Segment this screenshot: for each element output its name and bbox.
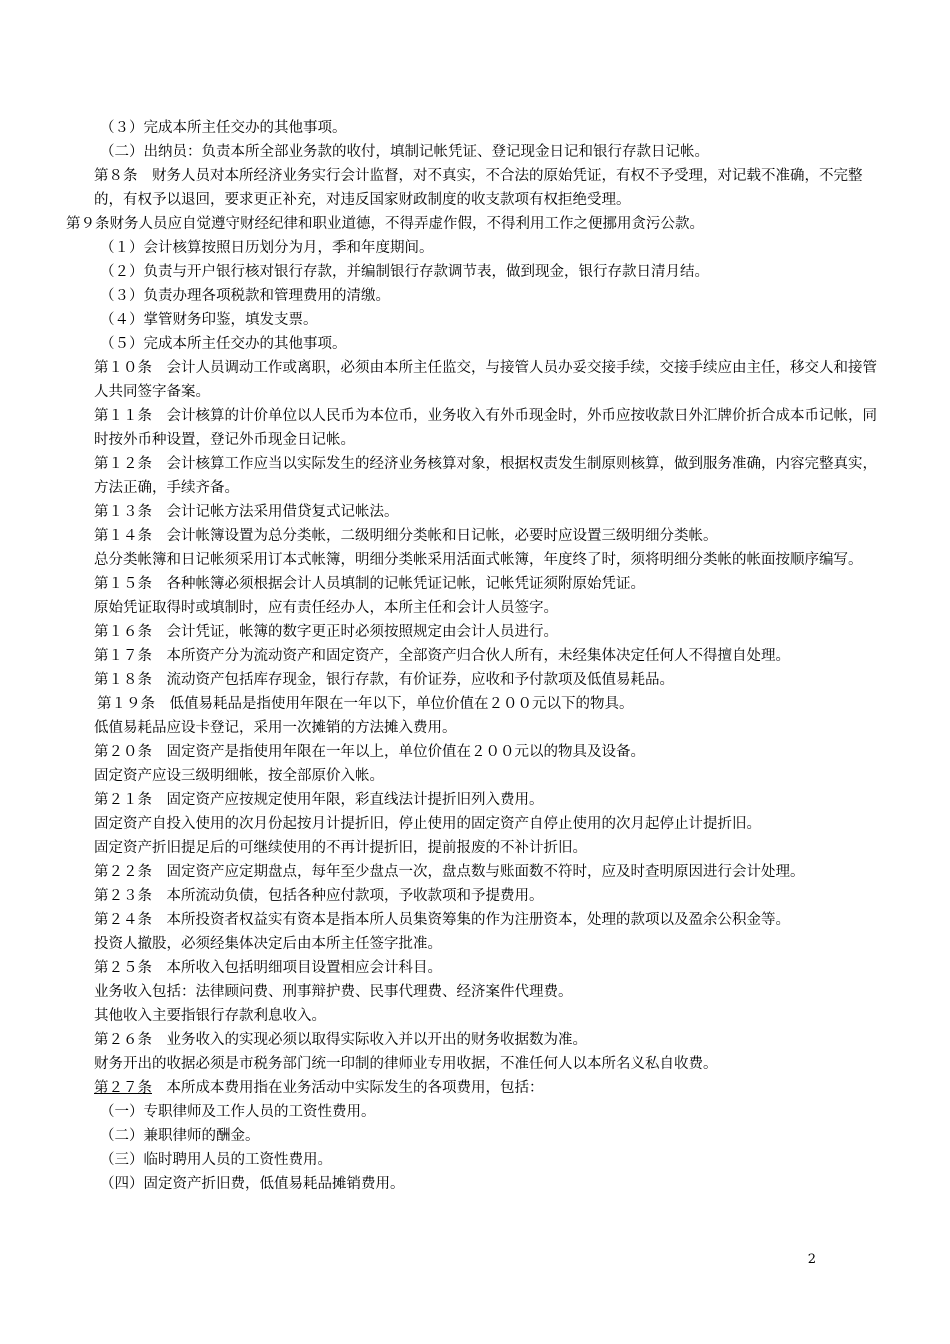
article-10: 第１０条 会计人员调动工作或离职，必须由本所主任监交，与接管人员办妥交接手续，交接手续应由主任，移交人和接管人共同签字备案。 <box>94 360 877 400</box>
text-line: （５）完成本所主任交办的其他事项。 <box>100 336 347 352</box>
list-item: （一）专职律师及工作人员的工资性费用。 <box>100 1104 376 1120</box>
article-19: 第１９条 低值易耗品是指使用年限在一年以下，单位价值在２００元以下的物具。 <box>97 696 634 712</box>
page-number: 2 <box>807 1252 816 1267</box>
article-9: 第９条财务人员应自觉遵守财经纪律和职业道德，不得弄虚作假，不得利用工作之便挪用贪污公款。 <box>66 216 704 232</box>
text-line: （３）完成本所主任交办的其他事项。 <box>100 120 347 136</box>
text-line: 其他收入主要指银行存款利息收入。 <box>94 1008 326 1024</box>
text-line: 原始凭证取得时或填制时，应有责任经办人，本所主任和会计人员签字。 <box>94 600 558 616</box>
article-20: 第２０条 固定资产是指使用年限在一年以上，单位价值在２００元以的物具及设备。 <box>94 744 645 760</box>
document-body <box>62 116 888 1196</box>
text-line: 投资人撤股，必须经集体决定后由本所主任签字批准。 <box>94 936 442 952</box>
text-line: （２）负责与开户银行核对银行存款，并编制银行存款调节表，做到现金，银行存款日清月结。 <box>100 264 709 280</box>
text-paragraph: 总分类帐簿和日记帐须采用订本式帐簿，明细分类帐采用活面式帐簿，年度终了时，须将明细分类帐的帐面按顺序编写。 <box>94 552 863 568</box>
article-27-text: 本所成本费用指在业务活动中实际发生的各项费用，包括： <box>152 1080 544 1096</box>
text-line: （二）出纳员：负责本所全部业务款的收付，填制记帐凭证、登记现金日记和银行存款日记帐。 <box>100 144 709 160</box>
text-line: 财务开出的收据必须是市税务部门统一印制的律师业专用收据，不准任何人以本所名义私自收费。 <box>94 1056 718 1072</box>
article-18: 第１８条 流动资产包括库存现金，银行存款，有价证券，应收和予付款项及低值易耗品。 <box>94 672 674 688</box>
article-27 <box>62 1076 888 1100</box>
text-line: （１）会计核算按照日历划分为月，季和年度期间。 <box>100 240 434 256</box>
list-item: （三）临时聘用人员的工资性费用。 <box>100 1152 332 1168</box>
article-8: 第８条 财务人员对本所经济业务实行会计监督，对不真实，不合法的原始凭证，有权不予受理，对记载不准确，不完整的，有权予以退回，要求更正补充，对违反国家财政制度的收支款项有权拒绝受理。 <box>94 168 863 208</box>
article-22: 第２２条 固定资产应定期盘点，每年至少盘点一次，盘点数与账面数不符时，应及时查明原因进行会计处理。 <box>94 864 805 880</box>
article-11: 第１１条 会计核算的计价单位以人民币为本位币，业务收入有外币现金时，外币应按收款日外汇牌价折合成本币记帐，同时按外币种设置，登记外币现金日记帐。 <box>94 408 877 448</box>
article-17: 第１７条 本所资产分为流动资产和固定资产，全部资产归合伙人所有，未经集体决定任何人不得擅自处理。 <box>94 648 790 664</box>
list-item: （二）兼职律师的酬金。 <box>100 1128 260 1144</box>
article-15: 第１５条 各种帐簿必须根据会计人员填制的记帐凭证记帐，记帐凭证须附原始凭证。 <box>94 576 645 592</box>
text-line: 固定资产应设三级明细帐，按全部原价入帐。 <box>94 768 384 784</box>
article-24: 第２４条 本所投资者权益实有资本是指本所人员集资筹集的作为注册资本，处理的款项以及盈余公积金等。 <box>94 912 790 928</box>
article-23: 第２３条 本所流动负债，包括各种应付款项，予收款项和予提费用。 <box>94 888 544 904</box>
article-27-heading: 第２７条 <box>94 1080 152 1096</box>
article-13: 第１３条 会计记帐方法采用借贷复式记帐法。 <box>94 504 399 520</box>
article-16: 第１６条 会计凭证，帐簿的数字更正时必须按照规定由会计人员进行。 <box>94 624 558 640</box>
text-line: 低值易耗品应设卡登记，采用一次摊销的方法摊入费用。 <box>94 720 457 736</box>
text-line: 固定资产折旧提足后的可继续使用的不再计提折旧，提前报废的不补计折旧。 <box>94 840 587 856</box>
article-12: 第１２条 会计核算工作应当以实际发生的经济业务核算对象，根据权责发生制原则核算，做到服务准确，内容完整真实，方法正确，手续齐备。 <box>94 456 877 496</box>
article-25: 第２５条 本所收入包括明细项目设置相应会计科目。 <box>94 960 442 976</box>
article-26: 第２６条 业务收入的实现必须以取得实际收入并以开出的财务收据数为准。 <box>94 1032 587 1048</box>
text-line: （３）负责办理各项税款和管理费用的清缴。 <box>100 288 390 304</box>
article-21: 第２１条 固定资产应按规定使用年限，彩直线法计提折旧列入费用。 <box>94 792 544 808</box>
article-14: 第１４条 会计帐簿设置为总分类帐，二级明细分类帐和日记帐，必要时应设置三级明细分类帐。 <box>94 528 718 544</box>
text-line: （４）掌管财务印鉴，填发支票。 <box>100 312 318 328</box>
text-line: 固定资产自投入使用的次月份起按月计提折旧，停止使用的固定资产自停止使用的次月起停止计提折旧。 <box>94 816 761 832</box>
list-item: （四）固定资产折旧费，低值易耗品摊销费用。 <box>100 1176 405 1192</box>
text-line: 业务收入包括：法律顾问费、刑事辩护费、民事代理费、经济案件代理费。 <box>94 984 573 1000</box>
